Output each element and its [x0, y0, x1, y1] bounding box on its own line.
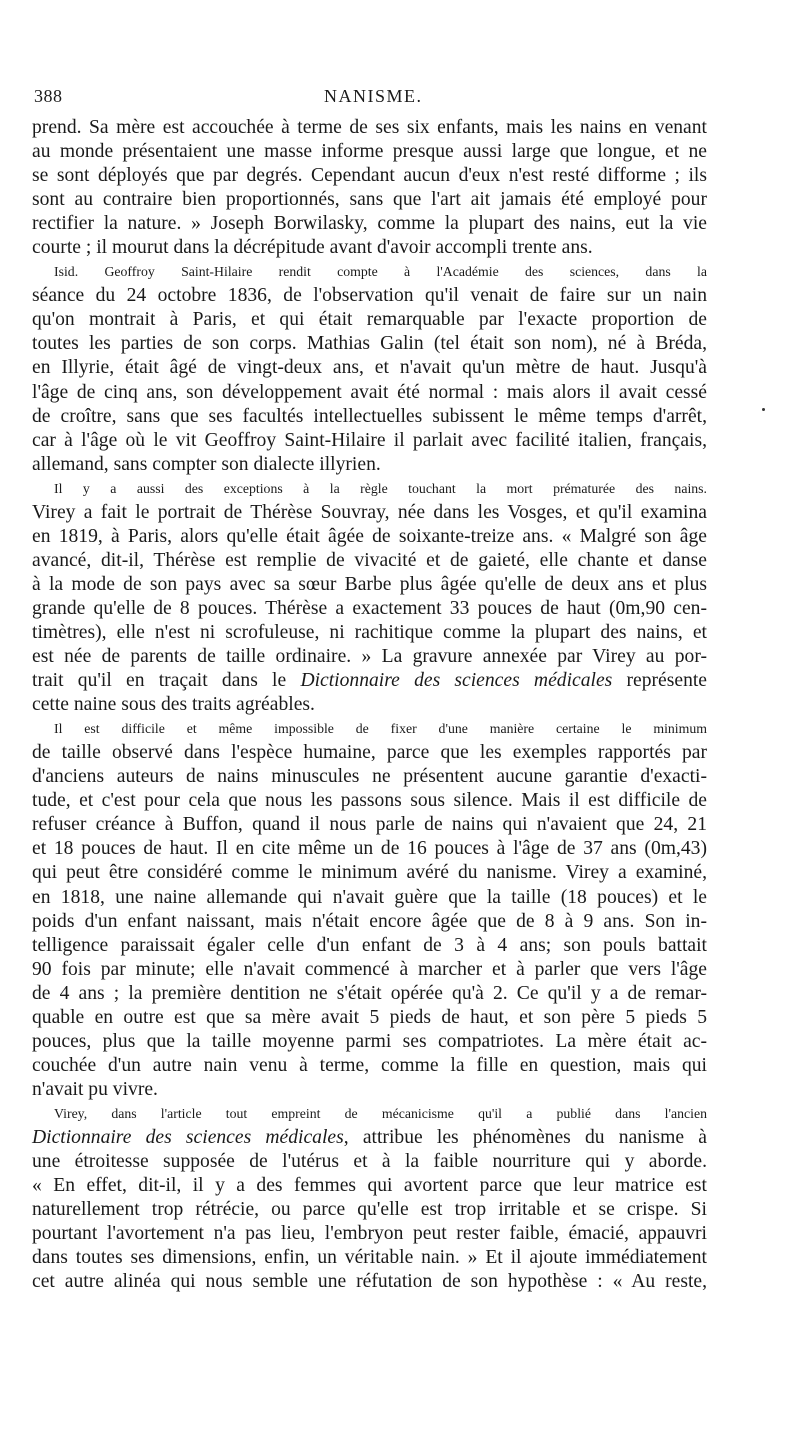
text-line: Virey, dans l'article tout empreint de mécanicisme qu'il a publié dans l'ancien [54, 1105, 707, 1121]
text-line: cet autre alinéa qui nous semble une réfutation de son hypothèse : « Au reste, [32, 1271, 707, 1293]
text-line: de taille observé dans l'espèce humaine, parce que les exemples rapportés par [32, 742, 707, 764]
text-line: se sont déployés que par degrés. Cependant aucun d'eux n'est resté difforme ; ils [32, 165, 707, 187]
text-line: Il est difficile et même impossible de fixer d'une manière certaine le minimum [54, 721, 707, 737]
text-line: à la mode de son pays avec sa sœur Barbe plus âgée qu'elle de deux ans et plus [32, 573, 707, 595]
text-line: d'anciens auteurs de nains minuscules ne présentent aucune garantie d'exacti- [32, 766, 707, 788]
text-line: une étroitesse supposée de l'utérus et à la faible nourriture qui y aborde. [32, 1151, 707, 1173]
text-line: prend. Sa mère est accouchée à terme de ses six enfants, mais les nains en venant [32, 117, 707, 138]
text-line: naturellement trop rétrécie, ou parce qu'elle est trop irritable et se crispe. Si [32, 1199, 707, 1221]
text-line: telligence paraissait égaler celle d'un enfant de 3 à 4 ans; son pouls battait [32, 934, 707, 956]
text-line: qui peut être considéré comme le minimum avéré du nanisme. Virey a examiné, [32, 862, 707, 884]
text-line: allemand, sans compter son dialecte illyrien. [32, 453, 381, 475]
text-line: pouces, plus que la taille moyenne parmi ses compatriotes. La mère était ac- [32, 1030, 707, 1052]
text-line: est née de parents de taille ordinaire. » La gravure annexée par Virey au por- [32, 646, 707, 668]
text-line: poids d'un enfant naissant, mais n'était encore âgée que de 8 à 9 ans. Son in- [32, 910, 707, 932]
text-line: en Illyrie, était âgé de vingt-deux ans, et n'avait qu'un mètre de haut. Jusqu'à [32, 357, 707, 379]
text-line: l'âge de cinq ans, son développement avait été normal : mais alors il avait cessé [32, 381, 707, 403]
text-line: grande qu'elle de 8 pouces. Thérèse a exactement 33 pouces de haut (0m,90 cen- [32, 597, 707, 619]
text-line: 90 fois par minute; elle n'avait commencé à marcher et à parler que vers l'âge [32, 958, 707, 980]
text-line: car à l'âge où le vit Geoffroy Saint-Hilaire il parlait avec facilité italien, français, [32, 429, 707, 451]
text-line: timètres), elle n'est ni scrofuleuse, ni rachitique comme la plupart des nains, et [32, 621, 707, 643]
body-text [32, 116, 707, 1294]
text-line: Il y a aussi des exceptions à la règle touchant la mort prématurée des nains. [54, 480, 707, 496]
text-line: Virey a fait le portrait de Thérèse Souvray, née dans les Vosges, et qu'il examina [32, 501, 707, 523]
text-line: cette naine sous des traits agréables. [32, 694, 315, 716]
page-header [34, 86, 704, 110]
text-line: couchée d'un autre nain venu à terme, comme la fille en question, mais qui [32, 1054, 707, 1076]
text-line: trait qu'il en traçait dans le Dictionnaire des sciences médicales représente [32, 670, 708, 692]
text-line: n'avait pu vivre. [32, 1078, 158, 1100]
text-line: tude, et c'est pour cela que nous les passons sous silence. Mais il est difficile de [32, 790, 707, 812]
text-line: refuser créance à Buffon, quand il nous parle de nains qui n'avaient que 24, 21 [32, 814, 707, 836]
text-line: « En effet, dit-il, il y a des femmes qui avortent parce que leur matrice est [32, 1175, 707, 1197]
text-line: rectifier la nature. » Joseph Borwilasky, comme la plupart des nains, eut la vie [32, 213, 707, 235]
text-line: en 1818, une naine allemande qui n'avait guère que la taille (18 pouces) et le [32, 886, 707, 908]
text-line: Dictionnaire des sciences médicales, attribue les phénomènes du nanisme à [32, 1126, 707, 1148]
text-line: séance du 24 octobre 1836, de l'observation qu'il venait de faire sur un nain [32, 285, 707, 307]
text-line: de 4 ans ; la première dentition ne s'était opérée qu'à 2. Ce qu'il y a de remar- [32, 982, 707, 1004]
text-line: courte ; il mourut dans la décrépitude avant d'avoir accompli trente ans. [32, 237, 593, 259]
page-number: 388 [34, 86, 63, 106]
text-line: Isid. Geoffroy Saint-Hilaire rendit compte à l'Académie des sciences, dans la [54, 264, 707, 280]
text-line: toutes les parties de son corps. Mathias Galin (tel était son nom), né à Bréda, [32, 333, 707, 355]
text-line: avancé, dit-il, Thérèse est remplie de vivacité et de gaieté, elle chante et danse [32, 549, 707, 571]
text-line: pourtant l'avortement n'a pas lieu, l'embryon peut rester faible, émacié, appauvri [32, 1223, 707, 1245]
text-line: au monde présentaient une masse informe presque aussi large que longue, et ne [32, 141, 707, 163]
text-line: de croître, sans que ses facultés intellectuelles subissent le même temps d'arrêt, [32, 405, 707, 427]
text-line: sont au contraire bien proportionnés, sans que l'art ait jamais été employé pour [32, 189, 707, 211]
text-line: qu'on montrait à Paris, et qui était remarquable par l'exacte proportion de [32, 309, 707, 331]
running-title: NANISME. [324, 86, 423, 106]
text-line: en 1819, à Paris, alors qu'elle était âgée de soixante-treize ans. « Malgré son âge [32, 525, 707, 547]
text-line: dans toutes ses dimensions, enfin, un véritable nain. » Et il ajoute immédiatement [32, 1247, 707, 1269]
text-line: et 18 pouces de haut. Il en cite même un de 16 pouces à l'âge de 37 ans (0m,43) [32, 838, 707, 860]
margin-speck [762, 408, 765, 411]
text-line: quable en outre est que sa mère avait 5 pieds de haut, et son père 5 pieds 5 [32, 1006, 707, 1028]
